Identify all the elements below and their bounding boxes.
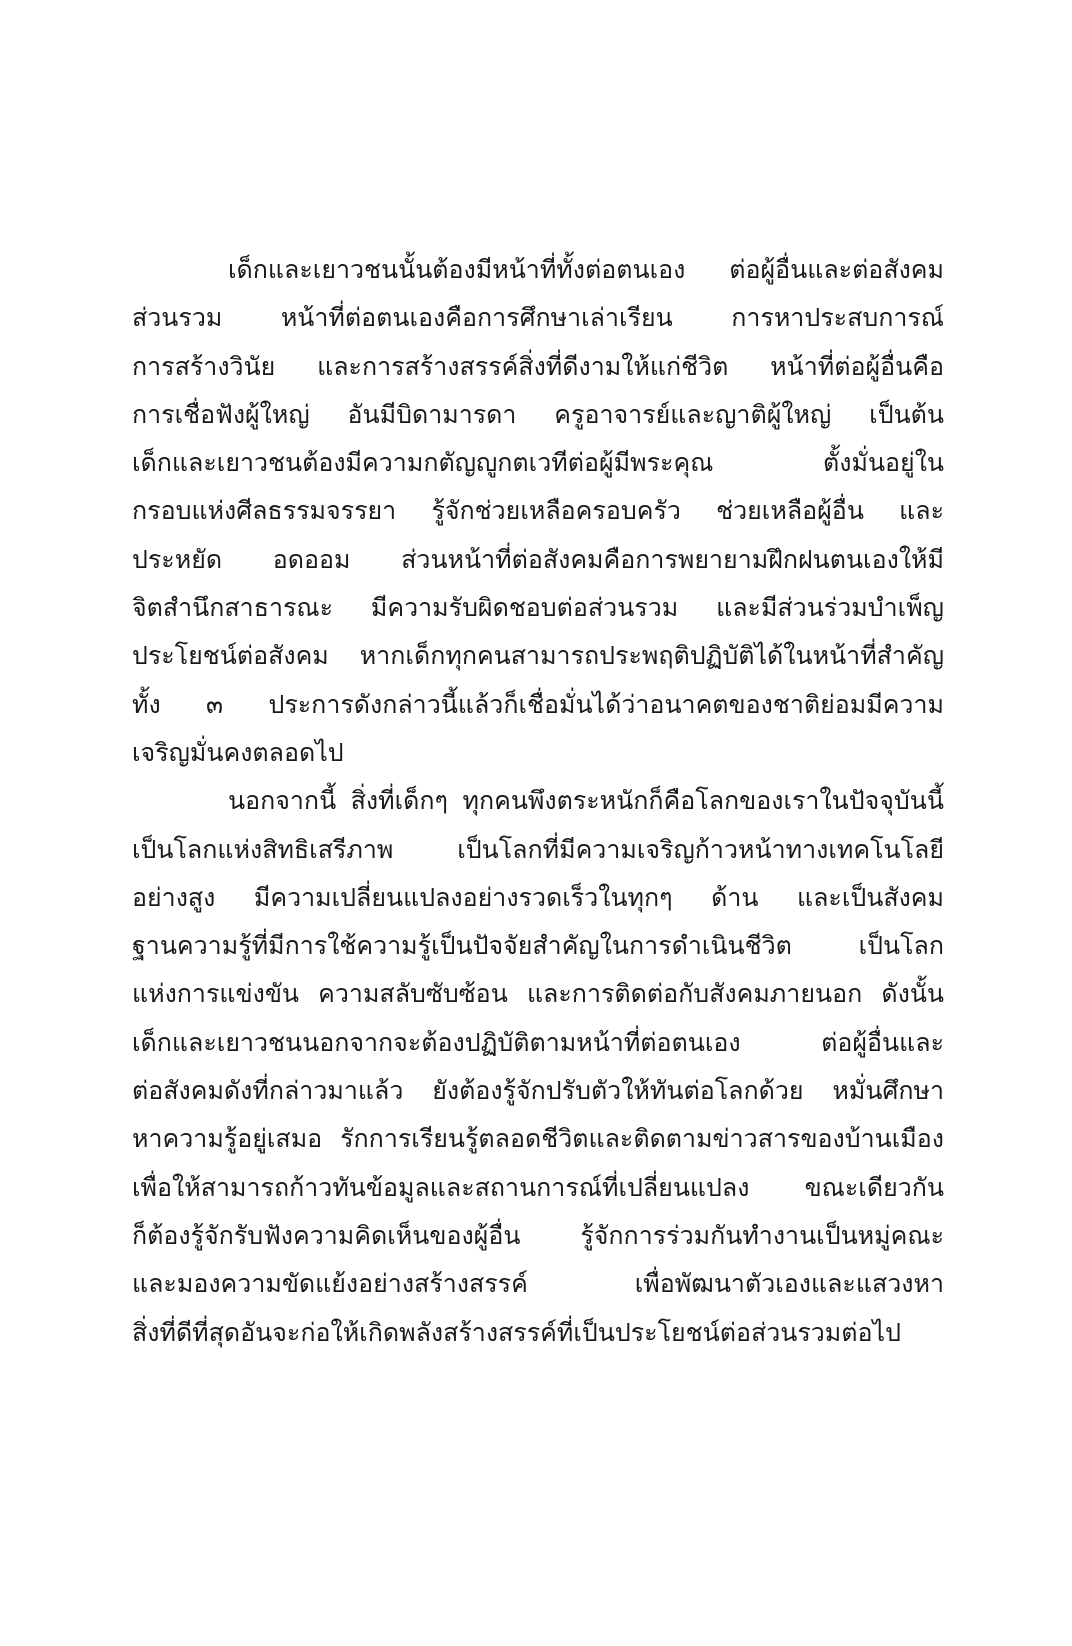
text-line: ประหยัด อดออม ส่วนหน้าที่ต่อสังคมคือการพยายามฝึกฝนตนเองให้มี: [132, 544, 944, 574]
text-line: อย่างสูง มีความเปลี่ยนแปลงอย่างรวดเร็วในทุกๆ ด้าน และเป็นสังคม: [132, 882, 944, 912]
text-line: สิ่งที่ดีที่สุดอันจะก่อให้เกิดพลังสร้างสรรค์ที่เป็นประโยชน์ต่อส่วนรวมต่อไป: [132, 1317, 901, 1347]
text-line: ต่อสังคมดังที่กล่าวมาแล้ว ยังต้องรู้จักปรับตัวให้ทันต่อโลกด้วย หมั่นศึกษา: [132, 1076, 944, 1106]
text-line: ฐานความรู้ที่มีการใช้ความรู้เป็นปัจจัยสำคัญในการดำเนินชีวิต เป็นโลก: [132, 931, 944, 961]
text-line: กรอบแห่งศีลธรรมจรรยา รู้จักช่วยเหลือครอบครัว ช่วยเหลือผู้อื่น และ: [132, 496, 944, 526]
text-line: ส่วนรวม หน้าที่ต่อตนเองคือการศึกษาเล่าเรียน การหาประสบการณ์: [132, 303, 944, 333]
text-line: เจริญมั่นคงตลอดไป: [132, 737, 344, 767]
text-line: และมองความขัดแย้งอย่างสร้างสรรค์ เพื่อพัฒนาตัวเองและแสวงหา: [132, 1269, 944, 1299]
text-line: แห่งการแข่งขัน ความสลับซับซ้อน และการติดต่อกับสังคมภายนอก ดังนั้น: [132, 979, 944, 1009]
text-line: เพื่อให้สามารถก้าวทันข้อมูลและสถานการณ์ที่เปลี่ยนแปลง ขณะเดียวกัน: [132, 1172, 944, 1202]
paragraph-duties: [132, 246, 944, 777]
text-line: ประโยชน์ต่อสังคม หากเด็กทุกคนสามารถประพฤติปฏิบัติได้ในหน้าที่สำคัญ: [132, 641, 944, 671]
text-line: เด็กและเยาวชนนอกจากจะต้องปฏิบัติตามหน้าที่ต่อตนเอง ต่อผู้อื่นและ: [132, 1027, 944, 1057]
text-line: เด็กและเยาวชนนั้นต้องมีหน้าที่ทั้งต่อตนเอง ต่อผู้อื่นและต่อสังคม: [228, 255, 944, 284]
paragraph-modern-world: [132, 777, 944, 1357]
text-line: จิตสำนึกสาธารณะ มีความรับผิดชอบต่อส่วนรวม และมีส่วนร่วมบำเพ็ญ: [132, 593, 944, 623]
text-line: การสร้างวินัย และการสร้างสรรค์สิ่งที่ดีงามให้แก่ชีวิต หน้าที่ต่อผู้อื่นคือ: [132, 351, 944, 381]
body-text: [132, 246, 944, 1357]
text-line: การเชื่อฟังผู้ใหญ่ อันมีบิดามารดา ครูอาจารย์และญาติผู้ใหญ่ เป็นต้น: [132, 399, 944, 429]
text-line: ก็ต้องรู้จักรับฟังความคิดเห็นของผู้อื่น รู้จักการร่วมกันทำงานเป็นหมู่คณะ: [132, 1220, 944, 1250]
text-line: เด็กและเยาวชนต้องมีความกตัญญูกตเวทีต่อผู้มีพระคุณ ตั้งมั่นอยู่ใน: [132, 448, 944, 478]
text-line: นอกจากนี้ สิ่งที่เด็กๆ ทุกคนพึงตระหนักก็คือโลกของเราในปัจจุบันนี้: [228, 786, 944, 816]
text-line: เป็นโลกแห่งสิทธิเสรีภาพ เป็นโลกที่มีความเจริญก้าวหน้าทางเทคโนโลยี: [132, 834, 944, 864]
text-line: ทั้ง ๓ ประการดังกล่าวนี้แล้วก็เชื่อมั่นได้ว่าอนาคตของชาติย่อมมีความ: [132, 689, 944, 719]
text-line: หาความรู้อยู่เสมอ รักการเรียนรู้ตลอดชีวิตและติดตามข่าวสารของบ้านเมือง: [132, 1124, 944, 1154]
